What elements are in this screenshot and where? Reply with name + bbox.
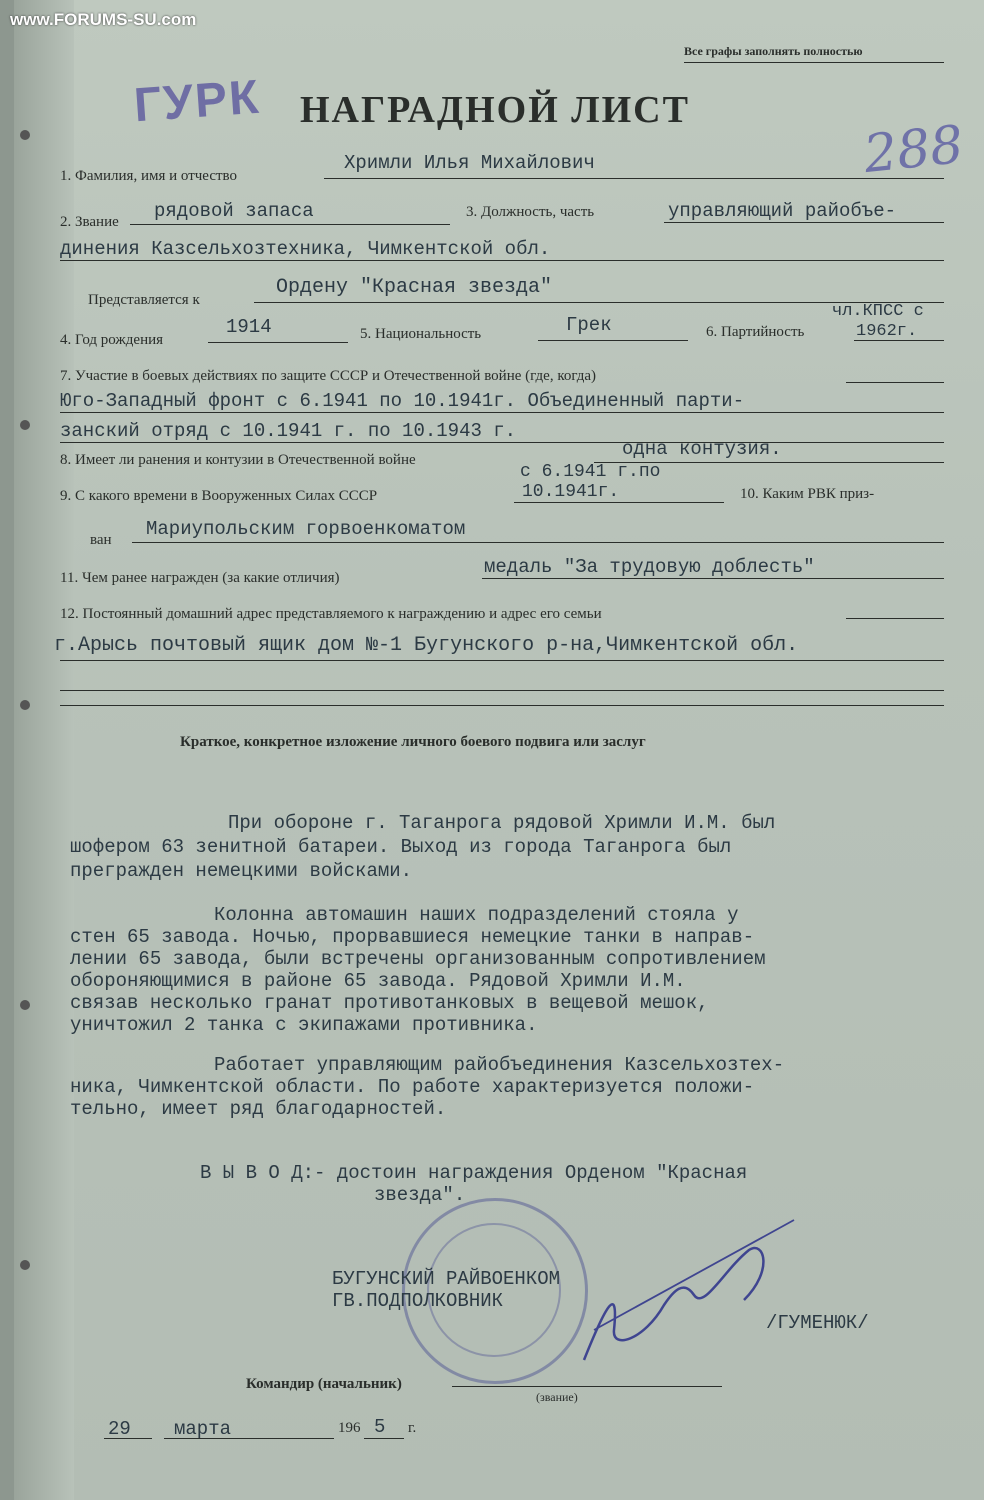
conclusion-line: В Ы В О Д:- достоин награждения Орденом "Красная bbox=[200, 1162, 748, 1184]
field-11-line bbox=[482, 578, 944, 579]
field-3-line-a bbox=[664, 222, 944, 223]
body-line: шофером 63 зенитной батареи. Выход из города Таганрога был bbox=[70, 836, 732, 858]
field-5-line bbox=[538, 340, 688, 341]
signatory-org: БУГУНСКИЙ РАЙВОЕНКОМ bbox=[332, 1268, 561, 1290]
page-title: НАГРАДНОЙ ЛИСТ bbox=[300, 89, 690, 131]
field-9-line bbox=[514, 502, 724, 503]
body-line: тельно, имеет ряд благодарностей. bbox=[70, 1098, 447, 1120]
presented-value: Ордену "Красная звезда" bbox=[276, 276, 553, 299]
binding-hole bbox=[20, 1260, 30, 1270]
field-3-value-a: управляющий райобъе- bbox=[668, 200, 897, 222]
handwritten-signature bbox=[574, 1210, 804, 1380]
body-line: Работает управляющим райобъединения Казсельхозтех- bbox=[214, 1054, 785, 1076]
body-line: прегражден немецкими войсками. bbox=[70, 860, 413, 882]
field-10-line bbox=[132, 542, 944, 543]
field-6-value-b: 1962г. bbox=[856, 322, 918, 341]
field-11-label: 11. Чем ранее награжден (за какие отличия) bbox=[60, 570, 340, 586]
binding-hole bbox=[20, 420, 30, 430]
header-note-underline bbox=[684, 62, 944, 63]
date-month: марта bbox=[174, 1418, 232, 1440]
field-7-label: 7. Участие в боевых действиях по защите СССР и Отечественной войне (где, когда) bbox=[60, 368, 597, 384]
field-12-value: г.Арысь почтовый ящик дом №-1 Бугунского р-на,Чимкентской обл. bbox=[54, 634, 799, 657]
field-5-label: 5. Национальность bbox=[360, 326, 482, 342]
field-10-label-a: 10. Каким РВК приз- bbox=[740, 486, 875, 502]
field-10-label-b: ван bbox=[90, 532, 112, 548]
date-suffix: г. bbox=[408, 1420, 417, 1436]
field-8-value: одна контузия. bbox=[622, 438, 782, 460]
commander-line bbox=[452, 1386, 722, 1387]
body-line: уничтожил 2 танка с экипажами противника. bbox=[70, 1014, 538, 1036]
field-7-line-a bbox=[60, 412, 944, 413]
field-12-line-a bbox=[60, 660, 944, 661]
body-line: ника, Чимкентской области. По работе характеризуется положи- bbox=[70, 1076, 755, 1098]
signatory-name: /ГУМЕНЮК/ bbox=[766, 1312, 869, 1334]
presented-label: Представляется к bbox=[88, 292, 200, 308]
field-12-label-line bbox=[846, 618, 944, 619]
field-9-label: 9. С какого времени в Вооруженных Силах СССР bbox=[60, 488, 378, 504]
field-3-line-b bbox=[60, 260, 944, 261]
award-sheet bbox=[14, 0, 984, 1500]
field-12-line-c bbox=[60, 705, 944, 706]
field-7-value-b: занский отряд с 10.1941 г. по 10.1943 г. bbox=[60, 420, 517, 442]
field-1-line bbox=[324, 178, 944, 179]
field-2-label: 2. Звание bbox=[60, 214, 119, 230]
field-7-line-b bbox=[60, 442, 944, 443]
body-line: стен 65 завода. Ночью, прорвавшиеся немецкие танки в направ- bbox=[70, 926, 755, 948]
date-year-line bbox=[364, 1438, 404, 1439]
header-note: Все графы заполнять полностью bbox=[684, 44, 863, 58]
field-11-value: медаль "За трудовую доблесть" bbox=[484, 556, 815, 578]
field-4-value: 1914 bbox=[226, 316, 272, 338]
commander-label: Командир (начальник) bbox=[246, 1376, 402, 1392]
field-2-line bbox=[130, 224, 450, 225]
date-day-line bbox=[104, 1438, 152, 1439]
binding-hole bbox=[20, 1000, 30, 1010]
body-line: Колонна автомашин наших подразделений стояла у bbox=[214, 904, 739, 926]
field-2-value: рядовой запаса bbox=[154, 200, 314, 222]
binding-hole bbox=[20, 700, 30, 710]
field-1-label: 1. Фамилия, имя и отчество bbox=[60, 168, 238, 184]
field-10-value: Мариупольским горвоенкоматом bbox=[146, 518, 466, 540]
field-3-label: 3. Должность, часть bbox=[466, 204, 595, 220]
field-6-label: 6. Партийность bbox=[706, 324, 805, 340]
field-12-label: 12. Постоянный домашний адрес представляемого к награждению и адрес его семьи bbox=[60, 606, 602, 622]
field-3-value-b: динения Казсельхозтехника, Чимкентской обл. bbox=[60, 238, 551, 260]
conclusion-line: звезда". bbox=[374, 1184, 466, 1206]
handwritten-number: 288 bbox=[861, 114, 967, 186]
field-8-label: 8. Имеет ли ранения и контузии в Отечественной войне bbox=[60, 452, 416, 468]
field-9-value-b: 10.1941г. bbox=[522, 482, 620, 502]
body-line: При обороне г. Таганрога рядовой Хримли И.М. был bbox=[228, 812, 776, 834]
field-6-line bbox=[854, 340, 944, 341]
date-day: 29 bbox=[108, 1418, 131, 1440]
gurk-stamp: ГУРК bbox=[132, 70, 263, 133]
field-5-value: Грек bbox=[566, 314, 612, 336]
field-7-value-a: Юго-Западный фронт с 6.1941 по 10.1941г. Объединенный парти- bbox=[60, 390, 745, 412]
field-7-label-line bbox=[846, 382, 944, 383]
site-watermark: www.FORUMS-SU.com bbox=[10, 10, 197, 29]
field-1-value: Хримли Илья Михайлович bbox=[344, 152, 595, 174]
body-line: лении 65 завода, были встречены организованным сопротивлением bbox=[70, 948, 766, 970]
field-4-line bbox=[208, 342, 348, 343]
body-line: связав несколько гранат противотанковых в вещевой мешок, bbox=[70, 992, 709, 1014]
signatory-rank: ГВ.ПОДПОЛКОВНИК bbox=[332, 1290, 504, 1312]
field-4-label: 4. Год рождения bbox=[60, 332, 164, 348]
date-year-digit: 5 bbox=[374, 1416, 386, 1438]
field-6-value-a: чл.КПСС с bbox=[832, 302, 924, 321]
rank-label: (звание) bbox=[536, 1390, 578, 1404]
field-12-line-b bbox=[60, 690, 944, 691]
date-month-line bbox=[164, 1438, 334, 1439]
binding-hole bbox=[20, 130, 30, 140]
date-year-prefix: 196 bbox=[338, 1420, 361, 1436]
field-9-value-a: с 6.1941 г.по bbox=[520, 462, 661, 482]
body-line: обороняющимися в районе 65 завода. Рядовой Хримли И.М. bbox=[70, 970, 686, 992]
section-heading: Краткое, конкретное изложение личного боевого подвига или заслуг bbox=[180, 734, 646, 750]
